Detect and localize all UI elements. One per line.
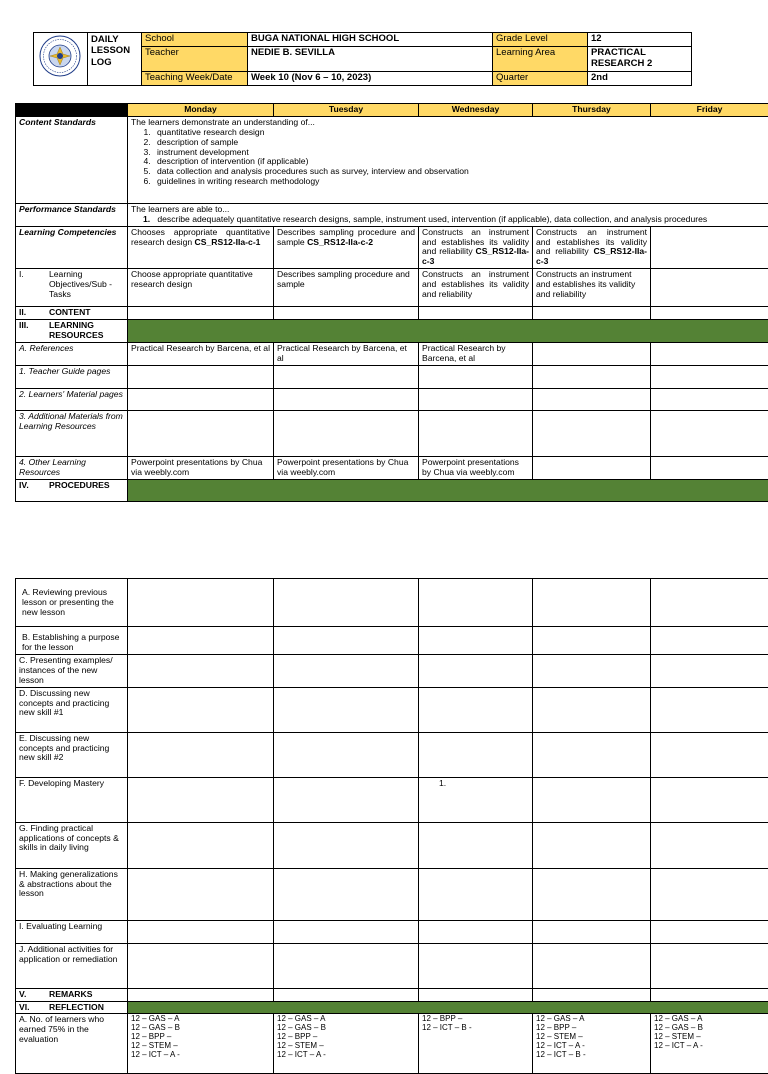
objective-friday	[651, 269, 768, 307]
content-standards-intro: The learners demonstrate an understanding of...	[131, 118, 765, 128]
objective-tuesday: Describes sampling procedure and sample	[274, 269, 419, 307]
content-tuesday	[274, 307, 419, 320]
content-standards-label: Content Standards	[16, 116, 128, 203]
performance-standards-label: Performance Standards	[16, 203, 128, 226]
procedure-g-label: G. Finding practical applications of concepts & skills in daily living	[16, 822, 128, 868]
reflection-band	[128, 1001, 768, 1014]
learners-material-label: 2. Learners' Material pages	[16, 388, 128, 410]
learning-competencies-label: Learning Competencies	[16, 226, 128, 269]
objective-wednesday: Constructs an instrument and establishes its validity and reliability	[419, 269, 533, 307]
references-label: A. References	[16, 343, 128, 366]
learners-75-monday: 12 – GAS – A 12 – GAS – B 12 – BPP – 12 – STEM – 12 – ICT – A -	[128, 1014, 274, 1074]
learning-resources-label: III. LEARNING RESOURCES	[16, 320, 128, 343]
day-header-wednesday: Wednesday	[419, 104, 533, 117]
other-resources-label: 4. Other Learning Resources	[16, 456, 128, 479]
procedure-d-label: D. Discussing new concepts and practicing new skill #1	[16, 687, 128, 732]
references-thursday	[533, 343, 651, 366]
list-item: 2. description of sample	[153, 138, 765, 148]
competency-wednesday: Constructs an instrument and establishes its validity and reliability CS_RS12-IIa-c-3	[419, 226, 533, 269]
references-friday	[651, 343, 768, 366]
day-header-tuesday: Tuesday	[274, 104, 419, 117]
procedure-i-label: I. Evaluating Learning	[16, 920, 128, 943]
content-friday	[651, 307, 768, 320]
additional-materials-label: 3. Additional Materials from Learning Resources	[16, 410, 128, 456]
dll-procedures-table	[15, 578, 768, 1074]
procedure-f-label: F. Developing Mastery	[16, 777, 128, 822]
references-wednesday: Practical Research by Barcena, et al	[419, 343, 533, 366]
competency-monday: Chooses appropriate quantitative research design CS_RS12-IIa-c-1	[128, 226, 274, 269]
quarter-value: 2nd	[588, 71, 692, 85]
procedure-b-label: B. Establishing a purpose for the lesson	[16, 627, 128, 655]
dll-header-table	[33, 32, 692, 86]
teaching-week-label: Teaching Week/Date	[142, 71, 248, 85]
content-thursday	[533, 307, 651, 320]
procedure-c-label: C. Presenting examples/ instances of the new lesson	[16, 655, 128, 688]
deped-logo-cell	[34, 33, 88, 86]
objective-monday: Choose appropriate quantitative research design	[128, 269, 274, 307]
corner-cell	[16, 104, 128, 117]
list-item: 3. instrument development	[153, 148, 765, 158]
performance-standards-body: The learners are able to... 1. describe adequately quantitative research designs, sample, instrument used, intervention (if applicable), data collection, and analysis procedures	[128, 203, 768, 226]
performance-standards-intro: The learners are able to...	[131, 205, 765, 215]
content-monday	[128, 307, 274, 320]
deped-seal-icon	[39, 35, 81, 77]
learning-area-label: Learning Area	[493, 46, 588, 71]
references-monday: Practical Research by Barcena, et al	[128, 343, 274, 366]
content-wednesday	[419, 307, 533, 320]
list-item: 1. quantitative research design	[153, 128, 765, 138]
list-item: 5. data collection and analysis procedures such as survey, interview and observation	[153, 167, 765, 177]
list-item: 4. description of intervention (if applicable)	[153, 157, 765, 167]
dll-title: DAILY LESSON LOG	[88, 33, 142, 86]
competency-tuesday: Describes sampling procedure and sample CS_RS12-IIa-c-2	[274, 226, 419, 269]
competency-thursday: Constructs an instrument and establishes its validity and reliability CS_RS12-IIa-c-3	[533, 226, 651, 269]
references-tuesday: Practical Research by Barcena, et al	[274, 343, 419, 366]
learners-75-label: A. No. of learners who earned 75% in the evaluation	[16, 1014, 128, 1074]
quarter-label: Quarter	[493, 71, 588, 85]
other-resources-wednesday: Powerpoint presentations by Chua via weebly.com	[419, 456, 533, 479]
teacher-label: Teacher	[142, 46, 248, 71]
other-resources-thursday	[533, 456, 651, 479]
day-header-friday: Friday	[651, 104, 768, 117]
learners-75-thursday: 12 – GAS – A 12 – BPP – 12 – STEM – 12 – ICT – A - 12 – ICT – B -	[533, 1014, 651, 1074]
other-resources-tuesday: Powerpoint presentations by Chua via weebly.com	[274, 456, 419, 479]
learning-resources-band	[128, 320, 768, 343]
performance-standards-item: describe adequately quantitative research designs, sample, instrument used, intervention (if applicable), data collection, and analysis procedures	[157, 214, 707, 224]
grade-level-value: 12	[588, 33, 692, 47]
school-label: School	[142, 33, 248, 47]
remarks-label: V. REMARKS	[16, 988, 128, 1001]
procedure-f-wednesday: 1.	[419, 777, 533, 822]
competency-friday	[651, 226, 768, 269]
procedures-label: IV. PROCEDURES	[16, 479, 128, 501]
day-header-thursday: Thursday	[533, 104, 651, 117]
learners-75-friday: 12 – GAS – A 12 – GAS – B 12 – STEM – 12 – ICT – A -	[651, 1014, 768, 1074]
content-label: II. CONTENT	[16, 307, 128, 320]
procedure-e-label: E. Discussing new concepts and practicing new skill #2	[16, 732, 128, 777]
learning-objectives-label: I. Learning Objectives/Sub -Tasks	[16, 269, 128, 307]
dll-main-table	[15, 103, 768, 502]
day-header-monday: Monday	[128, 104, 274, 117]
objective-thursday: Constructs an instrument and establishes its validity and reliability	[533, 269, 651, 307]
procedures-band	[128, 479, 768, 501]
teacher-value: NEDIE B. SEVILLA	[248, 46, 493, 71]
teaching-week-value: Week 10 (Nov 6 – 10, 2023)	[248, 71, 493, 85]
learning-area-value: PRACTICAL RESEARCH 2	[588, 46, 692, 71]
content-standards-body	[128, 116, 768, 203]
other-resources-friday	[651, 456, 768, 479]
school-value: BUGA NATIONAL HIGH SCHOOL	[248, 33, 493, 47]
grade-level-label: Grade Level	[493, 33, 588, 47]
learners-75-tuesday: 12 – GAS – A 12 – GAS – B 12 – BPP – 12 – STEM – 12 – ICT – A -	[274, 1014, 419, 1074]
procedure-a-label: A. Reviewing previous lesson or presenting the new lesson	[16, 579, 128, 627]
list-item: 6. guidelines in writing research methodology	[153, 177, 765, 187]
procedure-j-label: J. Additional activities for application or remediation	[16, 943, 128, 988]
learners-75-wednesday: 12 – BPP – 12 – ICT – B -	[419, 1014, 533, 1074]
other-resources-monday: Powerpoint presentations by Chua via weebly.com	[128, 456, 274, 479]
procedure-h-label: H. Making generalizations & abstractions about the lesson	[16, 868, 128, 920]
teacher-guide-label: 1. Teacher Guide pages	[16, 365, 128, 388]
reflection-label: VI. REFLECTION	[16, 1001, 128, 1014]
content-standards-list	[131, 128, 765, 187]
